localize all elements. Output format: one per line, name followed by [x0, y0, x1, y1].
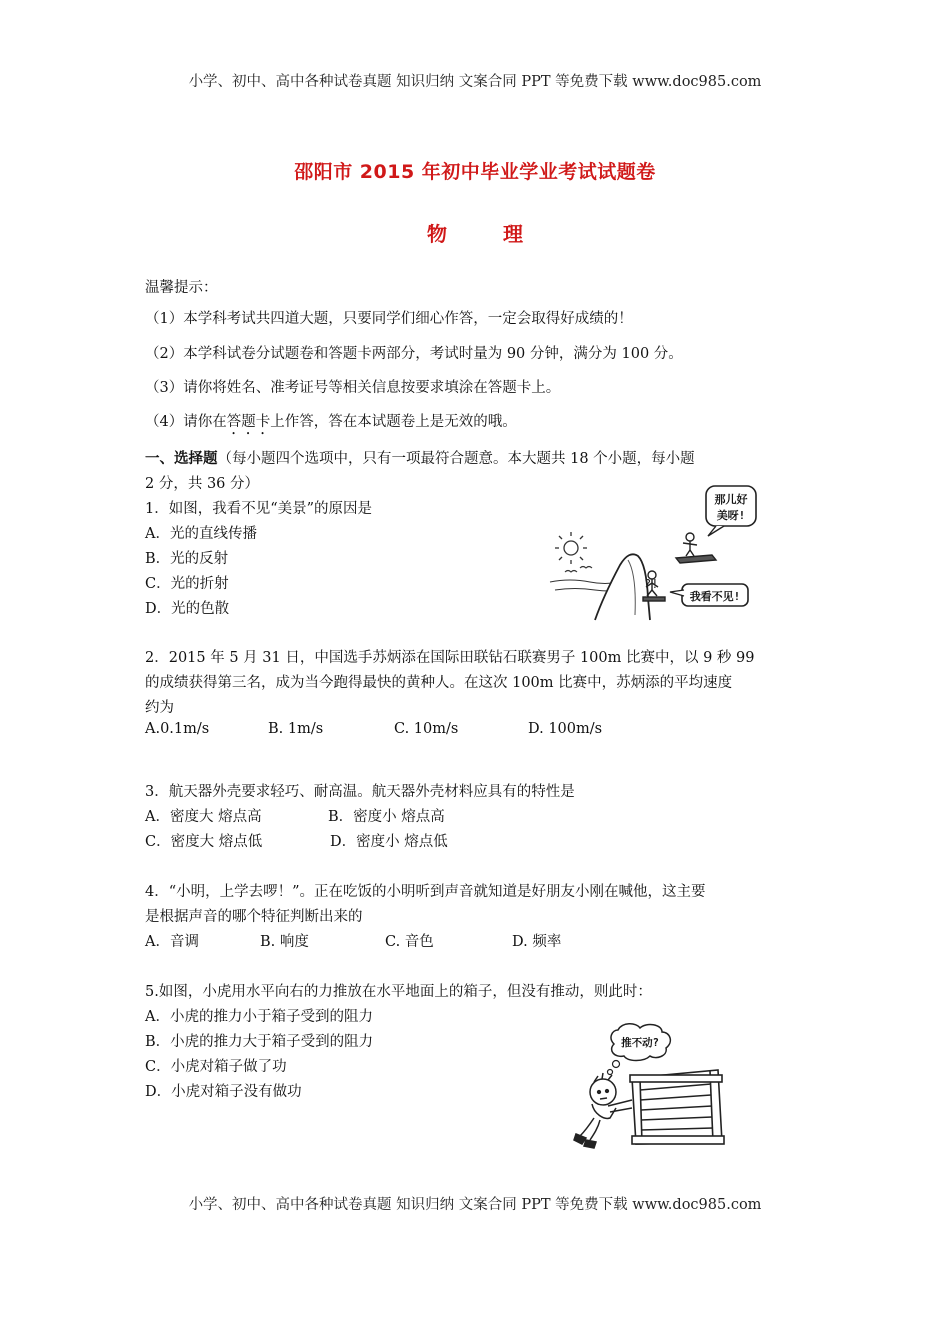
q4-option-a: A．音调	[145, 934, 199, 950]
speech-bubble-top	[706, 486, 756, 536]
tip4-pre: （4）请你在	[145, 414, 227, 430]
q3-stem: 3．航天器外壳要求轻巧、耐高温。航天器外壳材料应具有的特性是	[145, 784, 575, 800]
q5-option-b: B．小虎的推力大于箱子受到的阻力	[145, 1034, 374, 1050]
section1-desc2: 2 分，共 36 分）	[145, 476, 260, 492]
thought-bubble	[608, 1024, 671, 1075]
tip4-emphasis: 答题卡	[226, 414, 271, 430]
bird-icon	[580, 567, 592, 569]
bubble-top-line2: 美呀!	[716, 509, 746, 522]
page-footer: 小学、初中、高中各种试卷真题 知识归纳 文案合同 PPT 等免费下载 www.doc985.com	[188, 1197, 762, 1213]
q4-option-b: B. 响度	[260, 934, 309, 950]
thought-bubble-text: 推不动?	[621, 1037, 659, 1049]
q1-option-c: C．光的折射	[145, 576, 229, 592]
tip-item-3: （3）请你将姓名、准考证号等相关信息按要求填涂在答题卡上。	[145, 380, 561, 396]
section1-label: 一、选择题	[145, 451, 218, 467]
tip-item-4	[145, 410, 517, 438]
q5-option-d: D．小虎对箱子没有做功	[145, 1084, 302, 1100]
q4-option-d: D. 频率	[512, 934, 562, 950]
q5-option-a: A．小虎的推力小于箱子受到的阻力	[145, 1009, 373, 1025]
subject-title	[0, 218, 950, 247]
q2-option-b: B. 1m/s	[268, 721, 324, 737]
wave-lines	[550, 580, 620, 584]
subject-char-1: 物	[427, 222, 447, 246]
tips-heading: 温馨提示：	[145, 280, 218, 296]
bubble-bottom-text: 我看不见!	[689, 590, 741, 603]
q4-line2: 是根据声音的哪个特征判断出来的	[145, 909, 363, 925]
q3-option-b: B．密度小 熔点高	[328, 809, 445, 825]
q1-option-a: A．光的直线传播	[145, 526, 257, 542]
q3-option-d: D．密度小 熔点低	[330, 834, 448, 850]
speech-bubble-bottom	[670, 584, 748, 606]
q5-illustration	[570, 1020, 735, 1150]
q2-line3: 约为	[145, 700, 174, 716]
q3-option-a: A．密度大 熔点高	[145, 809, 262, 825]
tip-item-2: （2）本学科试卷分试题卷和答题卡两部分，考试时量为 90 分钟，满分为 100 分。	[145, 346, 683, 362]
q2-option-d: D. 100m/s	[528, 721, 603, 737]
q1-stem: 1．如图，我看不见“美景”的原因是	[145, 501, 373, 517]
q3-option-c: C．密度大 熔点低	[145, 834, 263, 850]
q2-line1: 2．2015 年 5 月 31 日，中国选手苏炳添在国际田联钻石联赛男子 100m 比赛中，以 9 秒 99	[145, 650, 755, 666]
q2-option-c: C. 10m/s	[394, 721, 459, 737]
sun-icon	[555, 532, 587, 564]
tip4-post: 上作答，答在本试题卷上是无效的哦。	[270, 414, 517, 430]
section1-desc1: （每小题四个选项中，只有一项最符合题意。本大题共 18 个小题，每小题	[217, 451, 695, 467]
bubble-top-line1: 那儿好	[714, 493, 748, 506]
person-high-icon	[676, 533, 716, 563]
tip-item-1: （1）本学科考试共四道大题，只要同学们细心作答，一定会取得好成绩的！	[145, 311, 633, 327]
section1-line1	[145, 447, 695, 468]
q5-option-c: C．小虎对箱子做了功	[145, 1059, 287, 1075]
subject-char-2: 理	[503, 222, 523, 246]
crate-icon	[630, 1070, 724, 1144]
boy-pushing-icon	[574, 1073, 632, 1148]
q1-option-d: D．光的色散	[145, 601, 230, 617]
q1-illustration	[540, 480, 770, 625]
bird-icon	[565, 571, 577, 573]
q4-line1: 4．“小明，上学去啰！”。正在吃饭的小明听到声音就知道是好朋友小刚在喊他，这主要	[145, 884, 706, 900]
page-header: 小学、初中、高中各种试卷真题 知识归纳 文案合同 PPT 等免费下载 www.doc985.com	[188, 74, 762, 90]
q2-option-a: A.0.1m/s	[145, 721, 210, 737]
q5-stem: 5.如图，小虎用水平向右的力推放在水平地面上的箱子，但没有推动，则此时：	[145, 984, 652, 1000]
q2-line2: 的成绩获得第三名，成为当今跑得最快的黄种人。在这次 100m 比赛中，苏炳添的平均速度	[145, 675, 733, 691]
q1-option-b: B．光的反射	[145, 551, 229, 567]
mountain-shape	[595, 554, 650, 620]
q4-option-c: C. 音色	[385, 934, 434, 950]
exam-title: 邵阳市 2015 年初中毕业学业考试试题卷	[294, 161, 656, 183]
q1-marks: ?!	[644, 577, 659, 591]
